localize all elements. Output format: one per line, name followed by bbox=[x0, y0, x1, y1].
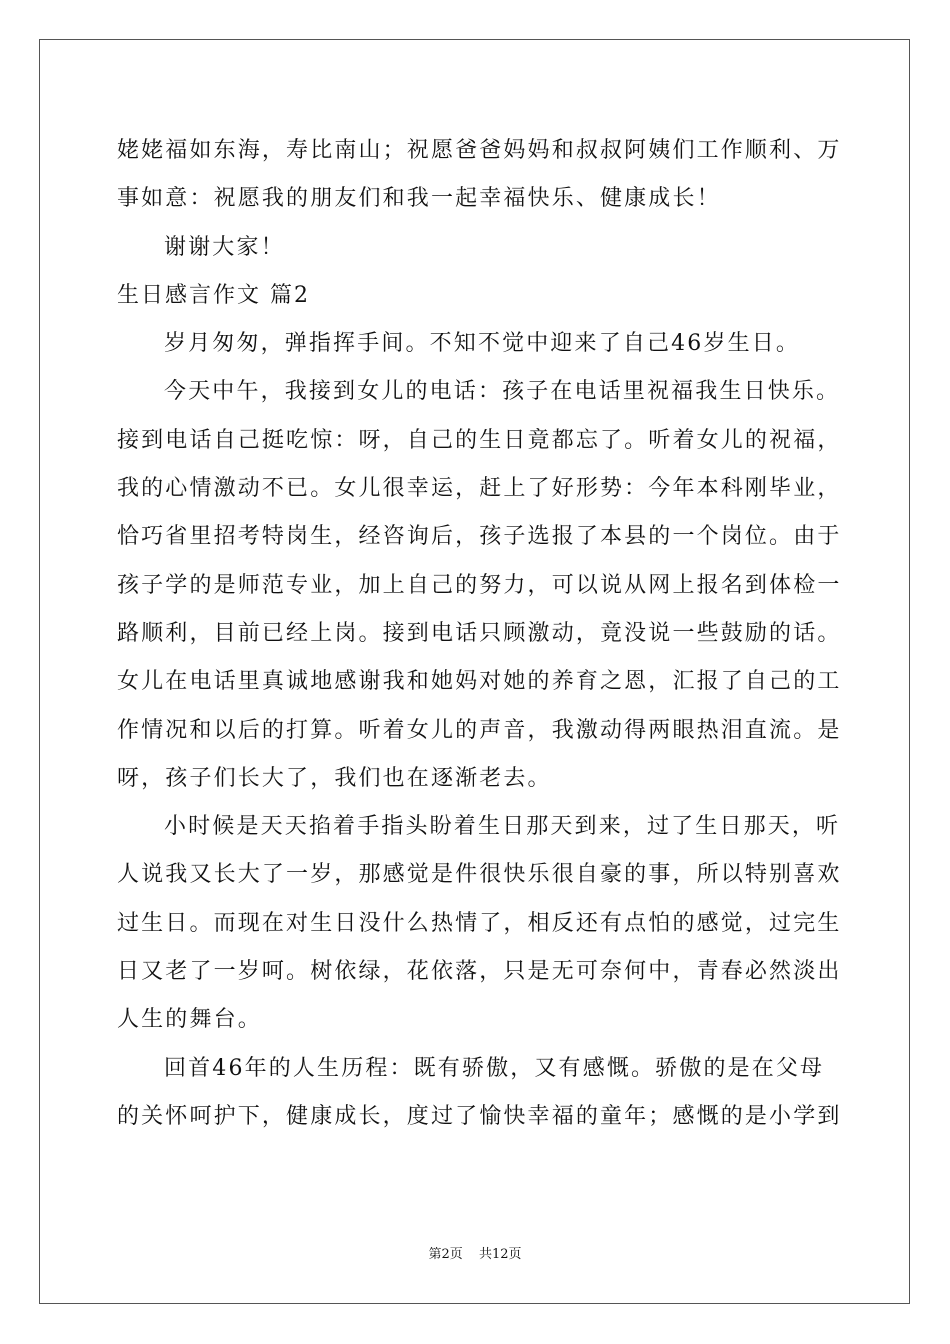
text-line: 女儿在电话里真诚地感谢我和她妈对她的养育之恩，汇报了自己的工 bbox=[117, 669, 842, 695]
text-line: 人说我又长大了一岁，那感觉是件很快乐很自豪的事，所以特别喜欢 bbox=[117, 862, 842, 888]
text-line: 事如意：祝愿我的朋友们和我一起幸福快乐、健康成长！ bbox=[117, 186, 721, 212]
page-number: 第2页 bbox=[428, 1247, 463, 1262]
text-line: 日又老了一岁呵。树依绿，花依落，只是无可奈何中，青春必然淡出 bbox=[117, 959, 842, 985]
text-line: 回首46年的人生历程：既有骄傲，又有感慨。骄傲的是在父母 bbox=[164, 1055, 825, 1081]
text-line: 谢谢大家！ bbox=[164, 234, 285, 260]
page-footer bbox=[0, 1243, 950, 1262]
text-line: 今天中午，我接到女儿的电话：孩子在电话里祝福我生日快乐。 bbox=[164, 379, 841, 405]
text-line: 姥姥福如东海，寿比南山；祝愿爸爸妈妈和叔叔阿姨们工作顺利、万 bbox=[117, 138, 842, 163]
text-line: 过生日。而现在对生日没什么热情了，相反还有点怕的感觉，过完生 bbox=[117, 910, 842, 936]
text-line: 接到电话自己挺吃惊：呀，自己的生日竟都忘了。听着女儿的祝福， bbox=[117, 427, 842, 453]
text-line: 恰巧省里招考特岗生，经咨询后，孩子选报了本县的一个岗位。由于 bbox=[117, 524, 842, 550]
text-line: 路顺利，目前已经上岗。接到电话只顾激动，竟没说一些鼓励的话。 bbox=[117, 620, 842, 646]
document-body bbox=[117, 127, 842, 1141]
text-line: 小时候是天天掐着手指头盼着生日那天到来，过了生日那天，听 bbox=[164, 814, 841, 840]
text-line: 呀，孩子们长大了，我们也在逐渐老去。 bbox=[117, 765, 552, 791]
text-line: 岁月匆匆，弹指挥手间。不知不觉中迎来了自己46岁生日。 bbox=[164, 331, 801, 357]
text-line: 的关怀呵护下，健康成长，度过了愉快幸福的童年；感慨的是小学到 bbox=[117, 1103, 842, 1129]
text-line: 孩子学的是师范专业，加上自己的努力，可以说从网上报名到体检一 bbox=[117, 572, 842, 598]
text-line: 我的心情激动不已。女儿很幸运，赶上了好形势：今年本科刚毕业， bbox=[117, 476, 842, 502]
page-total: 共12页 bbox=[478, 1247, 522, 1262]
section-heading: 生日感言作文 篇2 bbox=[117, 282, 310, 308]
text-line: 人生的舞台。 bbox=[117, 1007, 262, 1033]
text-line: 作情况和以后的打算。听着女儿的声音，我激动得两眼热泪直流。是 bbox=[117, 717, 842, 743]
